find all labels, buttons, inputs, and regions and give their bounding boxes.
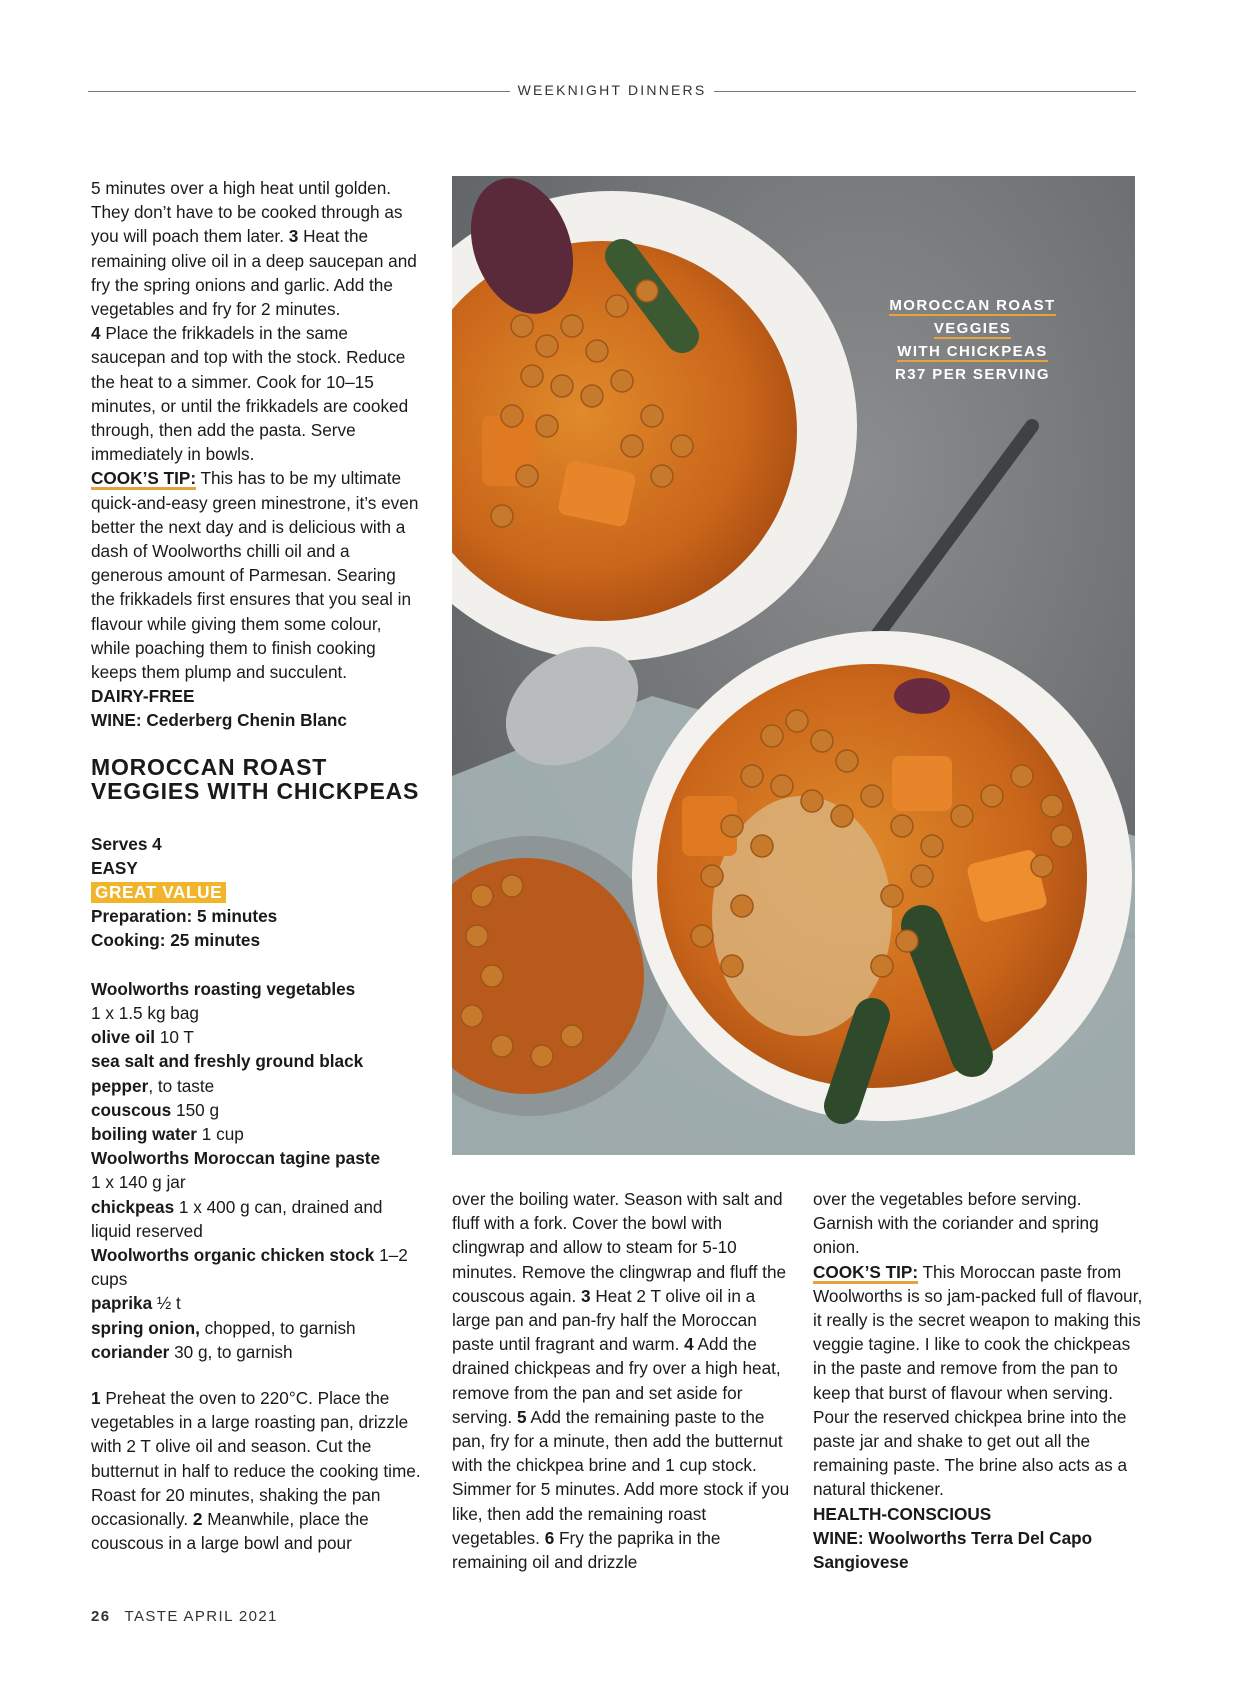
cooks-tip-text: This has to be my ultimate quick-and-easy green minestrone, it’s even better the next day and is delicious with a dash of Woolworths chilli oil and a generous amount of Parmesan. Searing the frikkadels first ensures that you seal in flavour while giving them some colour, while poaching them to finish cooking keeps them plump and succulent. [91,468,419,683]
dietary-tag: HEALTH-CONSCIOUS [813,1503,992,1524]
method-text: Heat 2 T olive oil in a large pan and pan-fry half the Moroccan paste until fragrant and warm. [452,1285,757,1355]
great-value-badge: GREAT VALUE [91,882,226,903]
step-number: 5 [516,1406,527,1427]
step-number: 3 [288,226,299,247]
caption-price: R37 PER SERVING [895,366,1050,383]
ingredient-item: Woolworths roasting vegetables [91,978,356,999]
method-text: Meanwhile, place the couscous in a large bowl and pour [91,1508,369,1554]
recipe-title: MOROCCAN ROAST VEGGIES WITH CHICKPEAS [91,753,420,805]
intro-text: 5 minutes over a high heat until golden. They don’t have to be cooked through as you will poach them later. [91,178,403,247]
wine-pairing: WINE: Woolworths Terra Del Capo Sangiovese [813,1527,1093,1573]
cooks-tip-2 [813,1260,1143,1502]
method-text: Preheat the oven to 220°C. Place the vegetables in a large roasting pan, drizzle with 2 T olive oil and season. Cut the butternut in half to reduce the cooking time. Roast for 20 minutes, shaking the pan occasionally. [91,1387,421,1529]
section-label: WEEKNIGHT DINNERS [517,82,707,98]
method-text: Fry the paprika in the remaining oil and drizzle [452,1527,721,1573]
ingredient-item: coriander 30 g, to garnish [91,1341,293,1362]
page-footer [91,1608,278,1625]
step-number: 4 [684,1334,694,1355]
method-paragraph [452,1187,790,1574]
step-number: 6 [544,1527,555,1548]
ingredient-item: olive oil 10 T [91,1027,194,1048]
cooks-tip-label: COOK’S TIP: [813,1261,919,1282]
ingredient-item: paprika ½ t [91,1293,181,1314]
photo-caption [850,294,1095,386]
cooking-time: Cooking: 25 minutes [91,930,261,951]
method-paragraph: over the vegetables before serving. Garnish with the coriander and spring onion. [813,1189,1099,1258]
ingredient-item: couscous 150 g [91,1099,220,1120]
method-text: Add the remaining paste to the pan, fry for a minute, then add the butternut with the chickpea brine and 1 cup stock. Simmer for 5 minutes. Add more stock if you like, then add the remaining roast vegetables. [452,1406,790,1548]
issue-label: TASTE APRIL 2021 [124,1608,278,1625]
cooks-tip-1 [91,466,421,684]
column-1 [91,176,421,1555]
cooks-tip-label: COOK’S TIP: [91,468,197,489]
difficulty: EASY [91,857,138,878]
intro-paragraph [91,321,421,466]
ingredient-item: Woolworths Moroccan tagine paste [91,1148,381,1169]
serves: Serves 4 [91,833,162,854]
intro-paragraph [91,176,421,321]
cooks-tip-text: This Moroccan paste from Woolworths is so jam-packed full of flavour, it really is the secret weapon to making this veggie tagine. I like to cook the chickpeas in the paste and remove from the pan to keep that burst of flavour when serving. Pour the reserved chickpea brine into the paste jar and shake to get out all the remaining paste. The brine also acts as a natural thickener. [813,1261,1143,1500]
wine-pairing: WINE: Cederberg Chenin Blanc [91,710,347,731]
intro-text: Place the frikkadels in the same saucepan and top with the stock. Reduce the heat to a simmer. Cook for 10–15 minutes, or until the frikkadels are cooked through, then add the pasta. Serve immediately in bowls. [91,323,409,465]
step-number: 3 [581,1285,591,1306]
ingredient-item: chickpeas 1 x 400 g can, drained and liquid reserved [91,1196,383,1241]
ingredient-item: boiling water 1 cup [91,1123,244,1144]
step-number: 1 [91,1387,101,1408]
recipe-photo [452,176,1135,1155]
column-2 [452,1187,790,1574]
method-text: over the boiling water. Season with salt and fluff with a fork. Cover the bowl with clingwrap and allow to steam for 5-10 minutes. Remove the clingwrap and fluff the couscous again. [452,1189,787,1306]
intro-text: Heat the remaining olive oil in a deep saucepan and fry the spring onions and garlic. Add the vegetables and fry for 2 minutes. [91,226,417,320]
ingredient-item: 1 x 1.5 kg bag [91,1002,199,1023]
column-3 [813,1187,1143,1574]
ingredient-item: sea salt and freshly ground black pepper, to taste [91,1051,364,1096]
dietary-tag: DAIRY-FREE [91,686,195,707]
method-paragraph [91,1386,421,1555]
step-number: 2 [192,1508,203,1529]
section-header [88,82,1136,102]
ingredient-item: Woolworths organic chicken stock 1–2 cups [91,1244,408,1290]
caption-line: WITH CHICKPEAS [897,343,1048,360]
header-rule-right [714,91,1136,92]
page-number: 26 [91,1608,111,1625]
ingredient-item: spring onion, chopped, to garnish [91,1317,356,1338]
ingredient-item: 1 x 140 g jar [91,1172,186,1193]
ingredient-list [91,977,421,1364]
preparation-time: Preparation: 5 minutes [91,906,278,927]
caption-line: MOROCCAN ROAST VEGGIES [889,297,1056,337]
method-text: Add the drained chickpeas and fry over a high heat, remove from the pan and set aside for serving. [452,1334,781,1427]
step-number: 4 [91,323,101,344]
